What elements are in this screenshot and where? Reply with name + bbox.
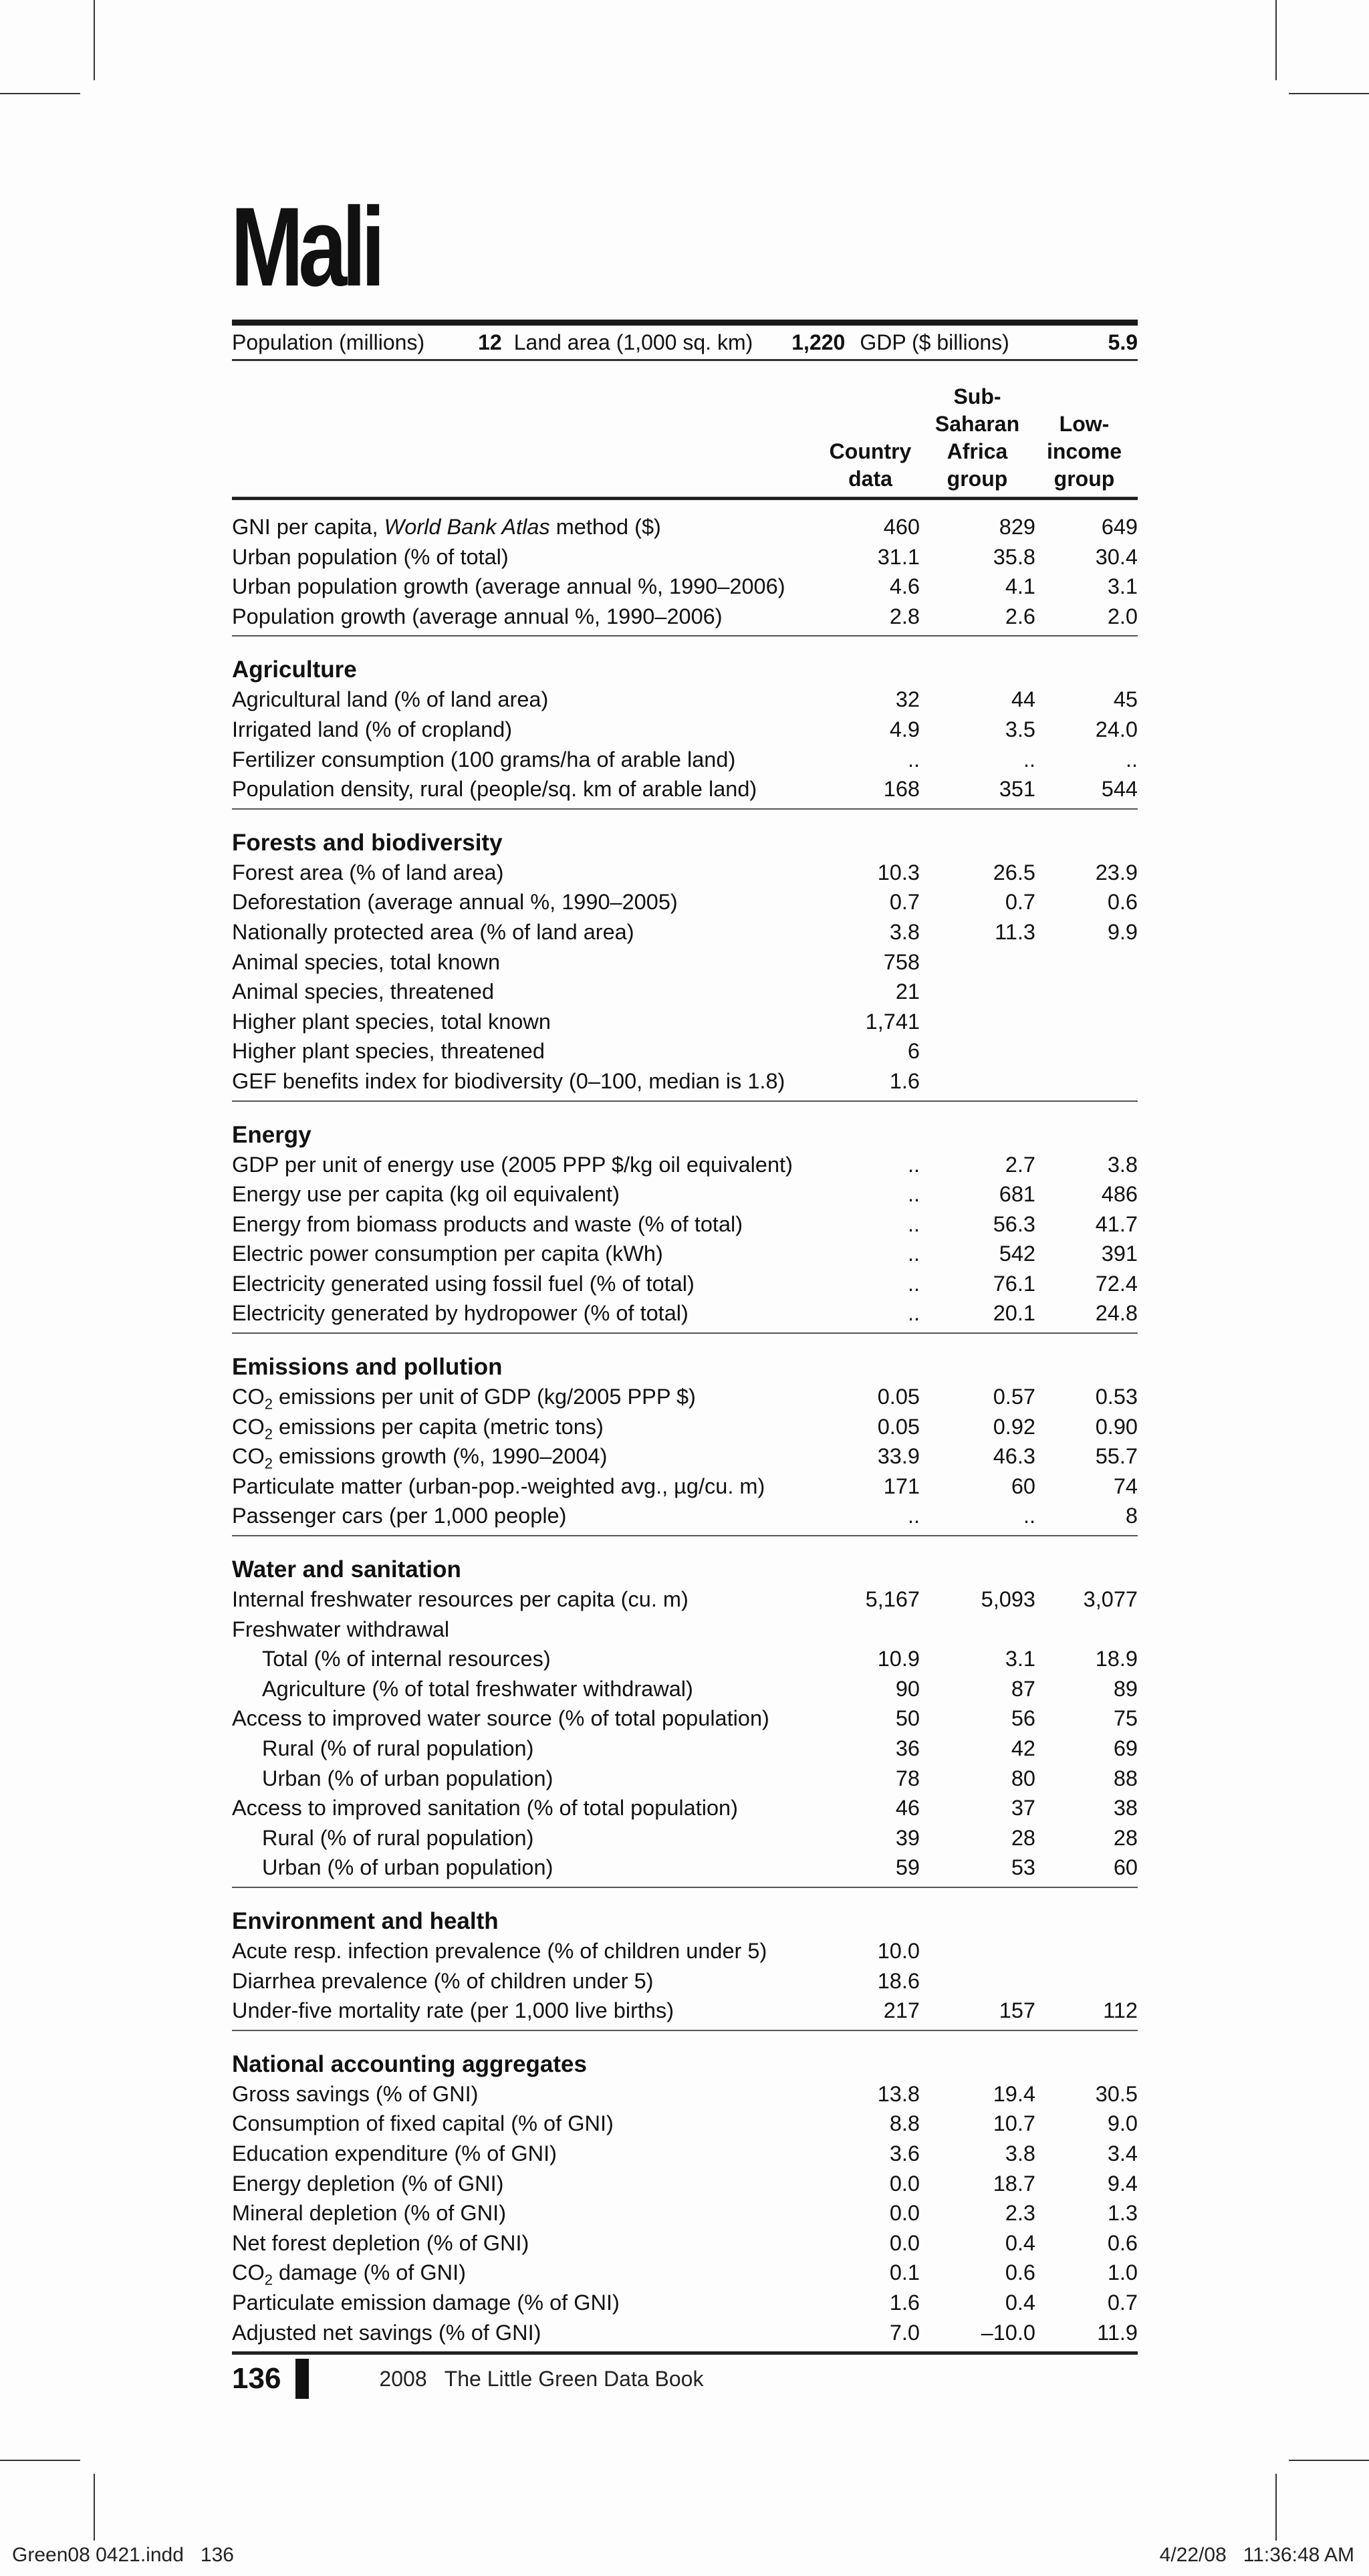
- country-value: 1,741: [865, 1009, 920, 1034]
- country-value: 46: [895, 1796, 920, 1821]
- ssa-value: 542: [999, 1242, 1035, 1266]
- table-row: [232, 1764, 1138, 1794]
- column-header: Sub- Saharan Africa group: [935, 384, 1020, 491]
- row-label: Electric power consumption per capita (kWh): [232, 1242, 663, 1266]
- low-income-value: 75: [1113, 1706, 1138, 1731]
- row-label: Electricity generated using fossil fuel (% of total): [232, 1271, 695, 1296]
- table-section: [232, 2031, 1138, 2355]
- low-income-value: [1056, 1936, 1138, 1966]
- ssa-value: 80: [1011, 1766, 1035, 1790]
- row-label: Urban (% of urban population): [262, 1855, 553, 1880]
- ssa-value: 5,093: [981, 1587, 1035, 1612]
- table-row: [232, 2228, 1138, 2258]
- ssa-value: ..: [1023, 1504, 1035, 1528]
- row-label: Energy depletion (% of GNI): [232, 2171, 504, 2196]
- population-label: Population (millions): [232, 330, 425, 354]
- table-row: [232, 1412, 1138, 1442]
- row-label: Urban (% of urban population): [262, 1766, 553, 1790]
- crop-mark: [0, 2460, 80, 2461]
- table-row: [232, 2109, 1138, 2139]
- row-label: Energy from biomass products and waste (% of total): [232, 1211, 743, 1236]
- table-row: [232, 1269, 1138, 1299]
- country-value: 5,167: [865, 1587, 920, 1612]
- table-row: [232, 1644, 1138, 1674]
- ssa-value: 0.57: [993, 1385, 1035, 1409]
- country-value: 31.1: [877, 544, 920, 569]
- row-label: Mineral depletion (% of GNI): [232, 2201, 507, 2226]
- ssa-value: 2.7: [1005, 1152, 1035, 1177]
- ssa-value: –10.0: [981, 2320, 1035, 2345]
- table-row: [232, 1793, 1138, 1823]
- row-label: Access to improved water source (% of total population): [232, 1706, 769, 1731]
- country-value: ..: [907, 1271, 920, 1296]
- row-label: $CO_2$ emissions per unit of GDP (kg/2005 PPP $): [232, 1385, 696, 1412]
- low-income-value: 1.0: [1107, 2260, 1138, 2285]
- page-number-bar: [295, 2359, 309, 2399]
- low-income-value: 30.5: [1095, 2081, 1138, 2106]
- low-income-value: 3,077: [1083, 1587, 1138, 1612]
- table-row: [232, 1066, 1138, 1096]
- country-value: 1.6: [889, 1068, 920, 1093]
- ssa-value: 46.3: [993, 1444, 1035, 1469]
- low-income-value: 112: [1103, 1998, 1138, 2023]
- table-row: [232, 745, 1138, 775]
- table-row: [232, 512, 1138, 542]
- low-income-value: 18.9: [1095, 1647, 1138, 1671]
- table-row: [232, 1615, 1138, 1645]
- table-section: [232, 1102, 1138, 1334]
- table-row: [232, 1382, 1138, 1412]
- country-value: 0.05: [877, 1414, 920, 1439]
- row-label: Urban population (% of total): [232, 544, 509, 569]
- table-section: [232, 636, 1138, 809]
- low-income-value: 45: [1113, 687, 1138, 712]
- crop-mark: [1275, 2474, 1277, 2541]
- ssa-value: 157: [999, 1998, 1035, 2023]
- row-label: $CO_2$ damage (% of GNI): [232, 2260, 466, 2288]
- country-value: 90: [895, 1676, 920, 1701]
- slug-right: 4/22/08 11:36:48 AM: [1159, 2544, 1354, 2566]
- row-label: Total (% of internal resources): [262, 1647, 551, 1671]
- table-row: [232, 685, 1138, 715]
- ssa-value: 10.7: [993, 2111, 1035, 2136]
- low-income-value: 0.6: [1107, 2230, 1138, 2255]
- ssa-value: 829: [999, 515, 1035, 539]
- country-value: 10.3: [877, 860, 920, 885]
- low-income-value: ..: [1125, 747, 1138, 772]
- gdp-label: GDP ($ billions): [860, 330, 1009, 354]
- table-row: [232, 1936, 1138, 1966]
- low-income-value: 11.9: [1097, 2320, 1138, 2345]
- crop-mark: [0, 93, 80, 94]
- row-label: Urban population growth (average annual %, 1990–2006): [232, 574, 785, 599]
- country-value: ..: [907, 747, 920, 772]
- ssa-value: 4.1: [1005, 574, 1035, 599]
- section-heading: Agriculture: [232, 657, 357, 683]
- ssa-value: 26.5: [993, 860, 1035, 885]
- ssa-value: 3.8: [1005, 2141, 1035, 2165]
- country-value: 21: [895, 979, 920, 1004]
- country-value: 4.6: [889, 574, 920, 599]
- row-label: Fertilizer consumption (100 grams/ha of arable land): [232, 747, 736, 772]
- ssa-value: 56.3: [993, 1211, 1035, 1236]
- table-row: [232, 602, 1138, 632]
- book-title: 2008 The Little Green Data Book: [379, 2366, 704, 2391]
- table-row: [232, 1179, 1138, 1209]
- ssa-value: 60: [1011, 1474, 1035, 1498]
- summary-stats: [232, 326, 1138, 361]
- table-row: [232, 1501, 1138, 1531]
- population-value: 12: [478, 330, 502, 354]
- low-income-value: 24.0: [1095, 717, 1138, 741]
- country-value: 0.05: [877, 1385, 920, 1409]
- table-row: [232, 572, 1138, 602]
- table-row: [232, 2288, 1138, 2318]
- country-value: 1.6: [889, 2290, 920, 2315]
- low-income-value: 23.9: [1095, 860, 1138, 885]
- ssa-value: [952, 1036, 1056, 1066]
- table-row: [232, 1674, 1138, 1704]
- ssa-value: 28: [1011, 1825, 1035, 1850]
- low-income-value: 74: [1113, 1474, 1138, 1498]
- low-income-value: [1056, 947, 1138, 977]
- row-label: Population density, rural (people/sq. km of arable land): [232, 777, 757, 802]
- country-value: [840, 1615, 952, 1645]
- country-value: 59: [895, 1855, 920, 1880]
- row-label: Energy use per capita (kg oil equivalent): [232, 1182, 620, 1207]
- row-label: GEF benefits index for biodiversity (0–100, median is 1.8): [232, 1068, 785, 1093]
- low-income-value: 30.4: [1095, 544, 1138, 569]
- ssa-value: 3.5: [1005, 717, 1035, 741]
- row-label: Internal freshwater resources per capita (cu. m): [232, 1587, 689, 1612]
- table-row: [232, 947, 1138, 977]
- ssa-value: [952, 1615, 1056, 1645]
- ssa-value: 53: [1011, 1855, 1035, 1880]
- country-value: 10.9: [877, 1647, 920, 1671]
- section-heading: Water and sanitation: [232, 1556, 461, 1583]
- country-value: 168: [883, 777, 920, 802]
- low-income-value: [1056, 1036, 1138, 1066]
- low-income-value: 55.7: [1095, 1444, 1138, 1469]
- gdp-value: 5.9: [1108, 330, 1138, 354]
- country-value: 36: [895, 1736, 920, 1760]
- country-value: 0.0: [889, 2171, 920, 2196]
- row-label: Under-five mortality rate (per 1,000 live births): [232, 1998, 674, 2023]
- country-value: 13.8: [877, 2081, 920, 2106]
- table-row: [232, 858, 1138, 888]
- row-label: Nationally protected area (% of land area): [232, 919, 634, 944]
- ssa-value: [952, 1066, 1056, 1096]
- table-section: [232, 1334, 1138, 1536]
- table-section: [232, 810, 1138, 1102]
- country-value: ..: [907, 1301, 920, 1326]
- row-label: Higher plant species, total known: [232, 1009, 551, 1034]
- row-label: Particulate matter (urban-pop.-weighted avg., µg/cu. m): [232, 1474, 765, 1498]
- row-label: Higher plant species, threatened: [232, 1039, 545, 1064]
- country-value: 460: [883, 515, 920, 539]
- ssa-value: 0.4: [1005, 2230, 1035, 2255]
- row-label: Rural (% of rural population): [262, 1736, 534, 1760]
- ssa-value: [952, 947, 1056, 977]
- land-area-value: 1,220: [791, 330, 846, 354]
- country-value: 39: [895, 1825, 920, 1850]
- ssa-value: [952, 1007, 1056, 1037]
- top-rule: [232, 320, 1138, 326]
- table-section: [232, 1536, 1138, 1888]
- table-row: [232, 1734, 1138, 1764]
- low-income-value: 9.0: [1107, 2111, 1138, 2136]
- country-value: ..: [907, 1242, 920, 1266]
- low-income-value: 88: [1113, 1766, 1138, 1790]
- low-income-value: 3.8: [1107, 1152, 1138, 1177]
- ssa-value: 351: [999, 777, 1035, 802]
- row-label: GDP per unit of energy use (2005 PPP $/kg oil equivalent): [232, 1152, 793, 1177]
- country-value: 217: [883, 1998, 920, 2023]
- row-label: Population growth (average annual %, 1990–2006): [232, 604, 723, 628]
- country-value: 33.9: [877, 1444, 920, 1469]
- row-label: Particulate emission damage (% of GNI): [232, 2290, 620, 2315]
- country-value: 78: [895, 1766, 920, 1790]
- row-label: Agricultural land (% of land area): [232, 687, 549, 712]
- row-label: Passenger cars (per 1,000 people): [232, 1504, 567, 1528]
- table-row: [232, 2198, 1138, 2228]
- low-income-value: 24.8: [1095, 1301, 1138, 1326]
- country-value: 7.0: [889, 2320, 920, 2345]
- row-label: Acute resp. infection prevalence (% of children under 5): [232, 1938, 767, 1963]
- low-income-value: 391: [1101, 1242, 1138, 1266]
- low-income-value: 3.1: [1107, 574, 1138, 599]
- ssa-value: 18.7: [993, 2171, 1035, 2196]
- table-row: [232, 1007, 1138, 1037]
- low-income-value: 9.4: [1107, 2171, 1138, 2196]
- table-row: [232, 2258, 1138, 2288]
- low-income-value: [1056, 1615, 1138, 1645]
- low-income-value: 0.7: [1107, 2290, 1138, 2315]
- table-row: [232, 1585, 1138, 1615]
- table-row: [232, 1472, 1138, 1502]
- page-number: 136: [232, 2362, 281, 2395]
- country-value: ..: [907, 1211, 920, 1236]
- low-income-value: 72.4: [1095, 1271, 1138, 1296]
- low-income-value: 2.0: [1107, 604, 1138, 628]
- ssa-value: 0.7: [1005, 890, 1035, 915]
- table-section: [232, 500, 1138, 636]
- row-label: Net forest depletion (% of GNI): [232, 2230, 529, 2255]
- country-value: 3.8: [889, 919, 920, 944]
- ssa-value: 76.1: [993, 1271, 1035, 1296]
- table-row: [232, 2079, 1138, 2109]
- row-label: $CO_2$ emissions growth (%, 1990–2004): [232, 1444, 608, 1472]
- section-heading: Energy: [232, 1121, 312, 1148]
- slug-left: Green08 0421.indd 136: [12, 2544, 234, 2566]
- country-value: 0.7: [889, 890, 920, 915]
- low-income-value: 8: [1125, 1504, 1138, 1528]
- section-heading: National accounting aggregates: [232, 2051, 587, 2077]
- country-value: 0.0: [889, 2230, 920, 2255]
- ssa-value: 0.92: [993, 1414, 1035, 1439]
- table-row: [232, 715, 1138, 745]
- row-label: Agriculture (% of total freshwater withdrawal): [262, 1676, 693, 1701]
- table-row: [232, 1239, 1138, 1269]
- table-row: [232, 2318, 1138, 2348]
- low-income-value: 28: [1113, 1825, 1138, 1850]
- crop-mark: [1289, 2460, 1369, 2461]
- country-value: 2.8: [889, 604, 920, 628]
- low-income-value: [1056, 1007, 1138, 1037]
- table-row: [232, 1298, 1138, 1328]
- table-row: [232, 887, 1138, 917]
- ssa-value: 42: [1011, 1736, 1035, 1760]
- row-label: Deforestation (average annual %, 1990–2005): [232, 890, 678, 915]
- table-row: [232, 542, 1138, 572]
- row-label: Animal species, threatened: [232, 979, 495, 1004]
- row-label: Access to improved sanitation (% of total population): [232, 1796, 738, 1821]
- ssa-value: [952, 1966, 1056, 1996]
- ssa-value: 19.4: [993, 2081, 1035, 2106]
- table-row: [232, 1966, 1138, 1996]
- low-income-value: 89: [1113, 1676, 1138, 1701]
- low-income-value: 41.7: [1095, 1211, 1138, 1236]
- country-value: 32: [895, 687, 920, 712]
- crop-mark: [94, 0, 95, 80]
- low-income-value: [1056, 977, 1138, 1007]
- ssa-value: 37: [1011, 1796, 1035, 1821]
- low-income-value: 9.9: [1107, 919, 1138, 944]
- ssa-value: [952, 977, 1056, 1007]
- land-area-label: Land area (1,000 sq. km): [513, 330, 753, 354]
- data-table: [232, 320, 1138, 2355]
- low-income-value: 1.3: [1107, 2201, 1138, 2226]
- table-row: [232, 1441, 1138, 1472]
- low-income-value: [1056, 1966, 1138, 1996]
- section-heading: Emissions and pollution: [232, 1354, 503, 1381]
- ssa-value: 2.6: [1005, 604, 1035, 628]
- ssa-value: 3.1: [1005, 1647, 1035, 1671]
- low-income-value: 69: [1113, 1736, 1138, 1760]
- ssa-value: 2.3: [1005, 2201, 1035, 2226]
- page-title: Mali: [231, 184, 380, 310]
- country-value: 171: [883, 1474, 920, 1498]
- row-label: Consumption of fixed capital (% of GNI): [232, 2111, 614, 2136]
- column-headers: [232, 361, 1138, 500]
- country-value: 758: [883, 949, 920, 974]
- low-income-value: 544: [1101, 777, 1138, 802]
- country-value: 8.8: [889, 2111, 920, 2136]
- country-value: 18.6: [877, 1968, 920, 1993]
- row-label: Forest area (% of land area): [232, 860, 504, 885]
- low-income-value: 3.4: [1107, 2141, 1138, 2165]
- row-label: $CO_2$ emissions per capita (metric tons): [232, 1414, 604, 1442]
- page-footer: [232, 2359, 703, 2399]
- table-row: [232, 1853, 1138, 1883]
- ssa-value: 44: [1011, 687, 1035, 712]
- column-header: Country data: [829, 439, 912, 491]
- country-value: ..: [907, 1182, 920, 1207]
- row-label: Animal species, total known: [232, 949, 501, 974]
- crop-mark: [94, 2474, 95, 2541]
- row-label: Freshwater withdrawal: [232, 1617, 450, 1641]
- table-row: [232, 774, 1138, 804]
- crop-mark: [1275, 0, 1277, 80]
- low-income-value: [1056, 1066, 1138, 1096]
- country-value: ..: [907, 1504, 920, 1528]
- row-label: Rural (% of rural population): [262, 1825, 534, 1850]
- country-value: 0.0: [889, 2201, 920, 2226]
- low-income-value: 38: [1113, 1796, 1138, 1821]
- low-income-value: 60: [1113, 1855, 1138, 1880]
- table-row: [232, 1209, 1138, 1240]
- section-heading: Environment and health: [232, 1907, 499, 1934]
- ssa-value: 0.4: [1005, 2290, 1035, 2315]
- ssa-value: 20.1: [993, 1301, 1035, 1326]
- low-income-value: 649: [1101, 515, 1138, 539]
- ssa-value: ..: [1023, 747, 1035, 772]
- table-section: [232, 1888, 1138, 2031]
- country-value: 50: [895, 1706, 920, 1731]
- column-header: Low- income group: [1046, 412, 1122, 491]
- country-value: 6: [907, 1039, 920, 1064]
- crop-mark: [1289, 93, 1369, 94]
- country-value: 3.6: [889, 2141, 920, 2165]
- ssa-value: 87: [1011, 1676, 1035, 1701]
- country-value: 4.9: [889, 717, 920, 741]
- row-label: Education expenditure (% of GNI): [232, 2141, 557, 2165]
- section-heading: Forests and biodiversity: [232, 829, 503, 856]
- row-label: Adjusted net savings (% of GNI): [232, 2320, 541, 2345]
- table-row: [232, 2169, 1138, 2199]
- table-body: [232, 500, 1138, 2355]
- low-income-value: 0.90: [1095, 1414, 1138, 1439]
- country-value: ..: [907, 1152, 920, 1177]
- ssa-value: 11.3: [995, 919, 1035, 944]
- low-income-value: 486: [1101, 1182, 1138, 1207]
- row-label: Irrigated land (% of cropland): [232, 717, 513, 741]
- low-income-value: 0.6: [1107, 890, 1138, 915]
- ssa-value: 681: [999, 1182, 1035, 1207]
- row-label: Gross savings (% of GNI): [232, 2081, 479, 2106]
- ssa-value: 35.8: [993, 544, 1035, 569]
- ssa-value: [952, 1936, 1056, 1966]
- low-income-value: 0.53: [1095, 1385, 1138, 1409]
- ssa-value: 0.6: [1005, 2260, 1035, 2285]
- country-value: 10.0: [877, 1938, 920, 1963]
- row-label: Diarrhea prevalence (% of children under 5): [232, 1968, 654, 1993]
- table-row: [232, 917, 1138, 947]
- table-row: [232, 1036, 1138, 1066]
- table-row: [232, 1150, 1138, 1180]
- table-row: [232, 1704, 1138, 1734]
- table-row: [232, 1823, 1138, 1853]
- country-value: 0.1: [889, 2260, 920, 2285]
- table-row: [232, 1996, 1138, 2026]
- table-row: [232, 2139, 1138, 2169]
- row-label: GNI per capita, World Bank Atlas method ($): [232, 515, 661, 539]
- table-row: [232, 977, 1138, 1007]
- ssa-value: 56: [1011, 1706, 1035, 1731]
- row-label: Electricity generated by hydropower (% of total): [232, 1301, 689, 1326]
